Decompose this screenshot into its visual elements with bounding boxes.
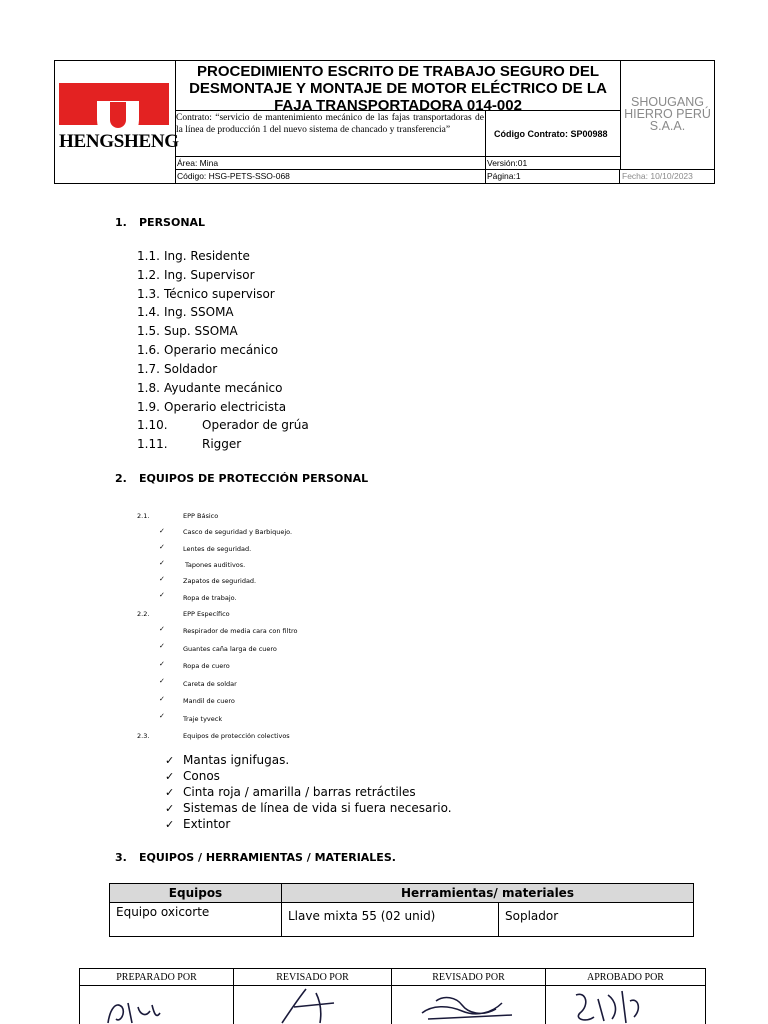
check-icon: ✓	[165, 818, 175, 831]
signature-label: REVISADO POR	[276, 972, 349, 983]
table-cell: Equipo oxicorte	[110, 903, 282, 937]
check-icon: ✓	[159, 592, 165, 599]
equipment-table	[109, 883, 694, 937]
ppe-item: Zapatos de seguridad.	[183, 577, 257, 585]
section-3-heading: 3. EQUIPOS / HERRAMIENTAS / MATERIALES.	[115, 851, 396, 864]
document-title: PROCEDIMIENTO ESCRITO DE TRABAJO SEGURO DEL DESMONTAJE Y MONTAJE DE MOTOR ELÉCTRICO DE LA FAJA TRANSPORTADORA 014-002	[176, 61, 620, 111]
personnel-item: 1.5. Sup. SSOMA	[137, 324, 238, 338]
handwritten-signature	[234, 983, 392, 1024]
signature-strip	[79, 968, 706, 1024]
check-icon: ✓	[159, 528, 165, 535]
personnel-item: 1.1. Ing. Residente	[137, 249, 250, 263]
section-1-heading: 1. PERSONAL	[115, 216, 206, 229]
check-icon: ✓	[159, 576, 165, 583]
subsection-number: 2.3.	[137, 732, 150, 740]
check-icon: ✓	[159, 560, 165, 567]
company-logo	[59, 83, 169, 125]
table-row	[110, 903, 694, 937]
signature-label: REVISADO POR	[432, 972, 505, 983]
table-header-equipment: Equipos	[110, 884, 282, 903]
check-icon: ✓	[165, 770, 175, 783]
document-header	[54, 60, 715, 184]
handwritten-signature	[80, 983, 234, 1024]
personnel-item: 1.6. Operario mecánico	[137, 343, 279, 357]
version-field: Versión:01	[486, 157, 620, 170]
section-2-heading: 2. EQUIPOS DE PROTECCIÓN PERSONAL	[115, 472, 369, 485]
check-icon: ✓	[165, 786, 175, 799]
table-header-row	[110, 884, 694, 903]
subsection-number: 2.2.	[137, 610, 150, 618]
collective-item: ✓ Mantas ignifugas.	[165, 753, 290, 767]
ppe-item: Tapones auditivos.	[185, 561, 246, 569]
ppe-item: Ropa de cuero	[183, 662, 230, 670]
contract-code: Código Contrato: SP00988	[486, 111, 620, 157]
logo-text: HENGSHENG	[59, 131, 179, 152]
table-header-tools: Herramientas/ materiales	[282, 884, 694, 903]
subsection-title: EPP Específico	[183, 610, 230, 618]
signature-prepared	[80, 969, 234, 1024]
ppe-item: Casco de seguridad y Barbiquejo.	[183, 528, 293, 536]
logo-cell	[55, 61, 179, 183]
signature-approved	[546, 969, 706, 1024]
handwritten-signature	[392, 983, 546, 1024]
client-company: SHOUGANG HIERRO PERÚ S.A.A.	[620, 61, 714, 170]
collective-item: ✓ Cinta roja / amarilla / barras retráctiles	[165, 785, 416, 799]
personnel-item: 1.10. Operador de grúa	[137, 418, 309, 432]
ppe-item: Guantes caña larga de cuero	[183, 645, 277, 653]
check-icon: ✓	[159, 643, 165, 650]
signature-label: APROBADO POR	[587, 972, 664, 983]
personnel-item: 1.8. Ayudante mecánico	[137, 381, 283, 395]
subsection-title: EPP Básico	[183, 512, 219, 520]
contract-description: Contrato: “servicio de mantenimiento mecánico de las fajas transportadoras de la línea de producción 1 del nuevo sistema de chancado y transferencia”	[176, 111, 486, 157]
date-field: Fecha: 10/10/2023	[622, 171, 693, 181]
ppe-item: Respirador de media cara con filtro	[183, 627, 298, 635]
table-cell: Llave mixta 55 (02 unid)	[282, 903, 499, 937]
personnel-item: 1.7. Soldador	[137, 362, 218, 376]
check-icon: ✓	[165, 802, 175, 815]
signature-reviewed-1	[234, 969, 392, 1024]
ppe-item: Traje tyveck	[183, 715, 223, 723]
personnel-item: 1.9. Operario electricista	[137, 400, 287, 414]
check-icon: ✓	[159, 696, 165, 703]
collective-item: ✓ Extintor	[165, 817, 231, 831]
personnel-item: 1.3. Técnico supervisor	[137, 287, 275, 301]
subsection-title: Equipos de protección colectivos	[183, 732, 290, 740]
check-icon: ✓	[159, 661, 165, 668]
table-cell: Soplador	[499, 903, 694, 937]
ppe-item: Mandil de cuero	[183, 697, 235, 705]
personnel-item: 1.2. Ing. Supervisor	[137, 268, 255, 282]
ppe-item: Lentes de seguridad.	[183, 545, 252, 553]
handwritten-signature	[546, 983, 706, 1024]
collective-item: ✓ Conos	[165, 769, 220, 783]
ppe-item: Careta de soldar	[183, 680, 237, 688]
personnel-item: 1.11. Rigger	[137, 437, 242, 451]
check-icon: ✓	[159, 626, 165, 633]
signature-label: PREPARADO POR	[116, 972, 197, 983]
signature-reviewed-2	[392, 969, 546, 1024]
subsection-number: 2.1.	[137, 512, 150, 520]
check-icon: ✓	[159, 678, 165, 685]
check-icon: ✓	[159, 544, 165, 551]
area-field: Área: Mina	[176, 157, 486, 170]
check-icon: ✓	[159, 713, 165, 720]
code-field: Código: HSG-PETS-SSO-068	[176, 170, 486, 183]
personnel-item: 1.4. Ing. SSOMA	[137, 305, 234, 319]
collective-item: ✓ Sistemas de línea de vida si fuera necesario.	[165, 801, 452, 815]
check-icon: ✓	[165, 754, 175, 767]
ppe-item: Ropa de trabajo.	[183, 594, 237, 602]
page-field: Página:1	[486, 170, 620, 183]
